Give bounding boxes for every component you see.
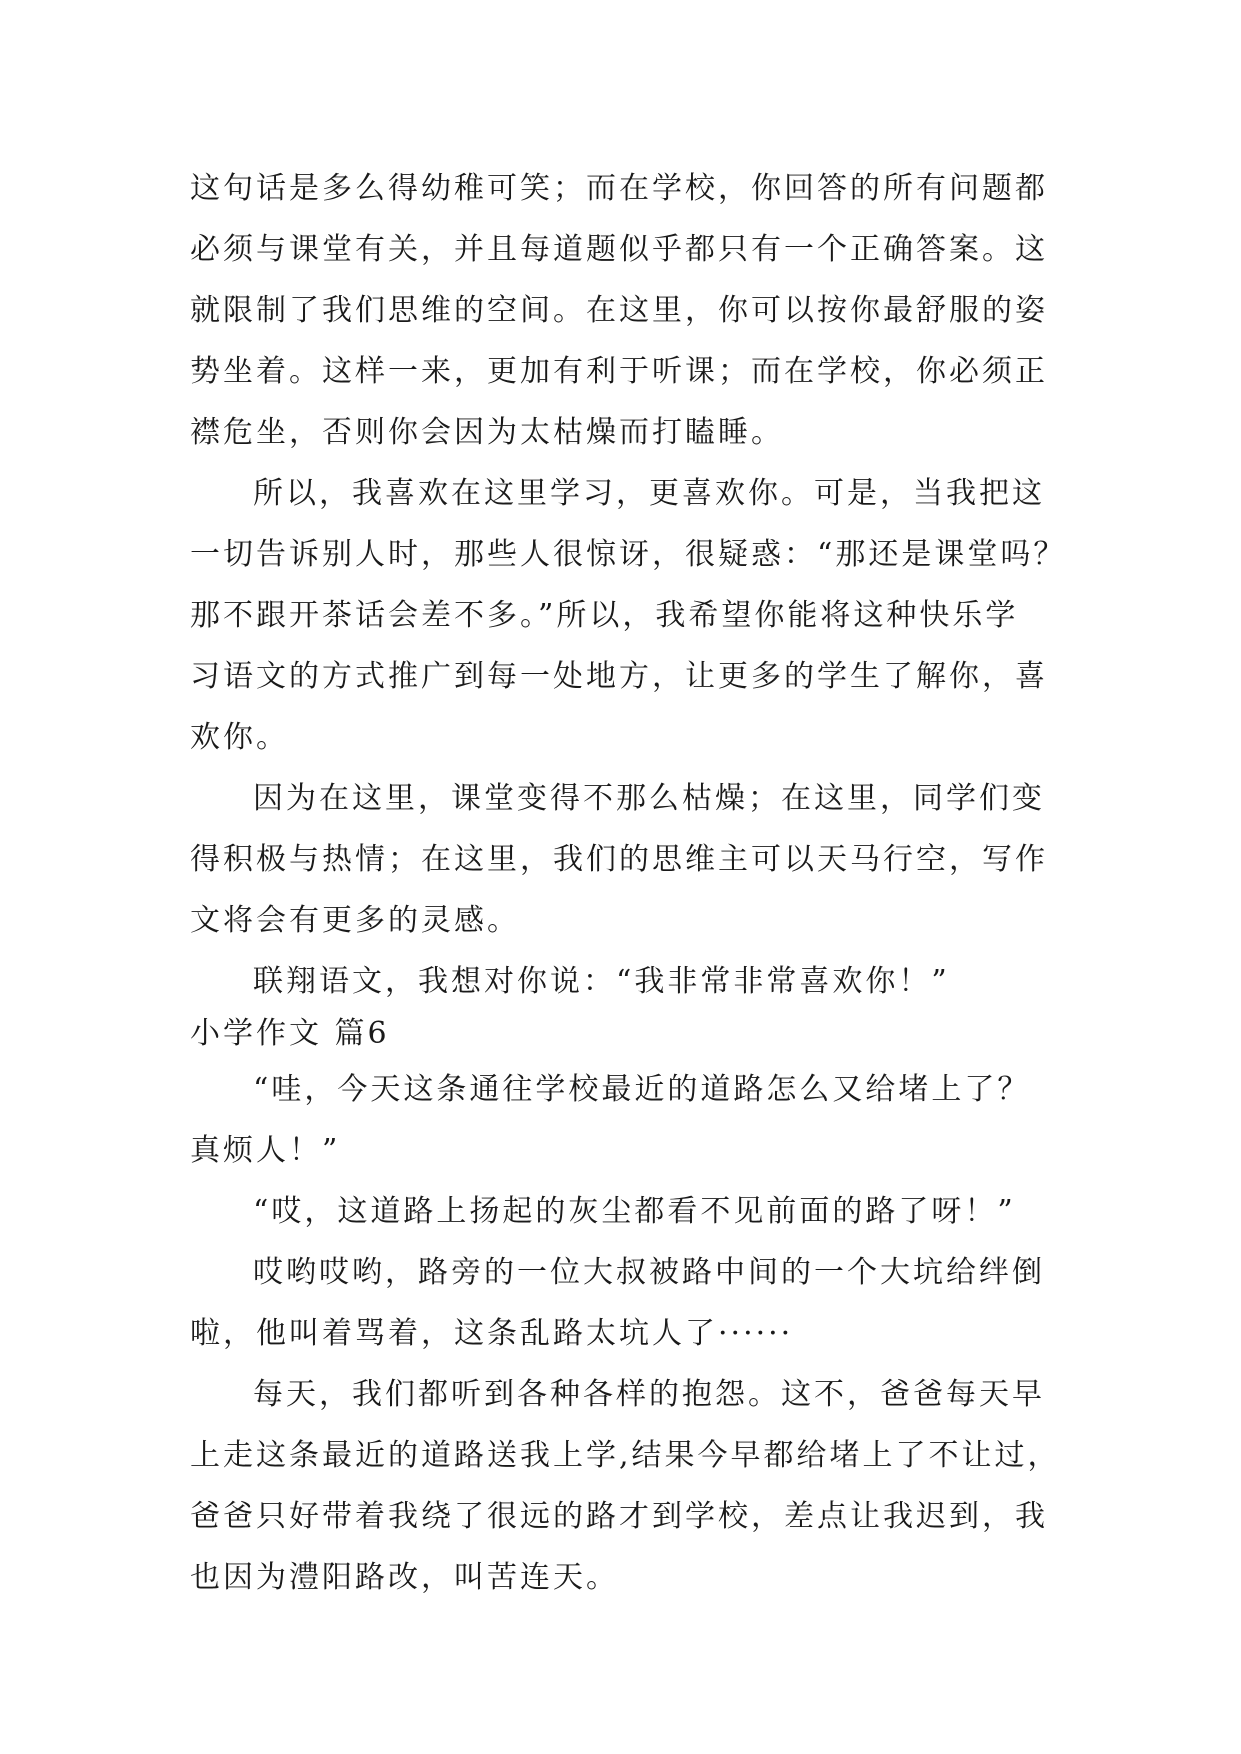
text-line: 所以，我喜欢在这里学习，更喜欢你。可是，当我把这 xyxy=(253,476,1045,511)
text-line: “哎，这道路上扬起的灰尘都看不见前面的路了呀！” xyxy=(253,1194,1016,1229)
paragraph xyxy=(190,158,1055,463)
text-line: 一切告诉别人时，那些人很惊讶，很疑惑：“那还是课堂吗？ xyxy=(190,537,1067,572)
heading-text: 小学作文 篇6 xyxy=(190,1016,390,1051)
document-body xyxy=(190,158,1067,1608)
paragraph xyxy=(190,1059,1055,1181)
text-line: 文将会有更多的灵感。 xyxy=(190,903,520,938)
paragraph xyxy=(190,1242,1055,1364)
text-line: 上走这条最近的道路送我上学,结果今早都给堵上了不让过， xyxy=(190,1438,1061,1473)
section-heading xyxy=(190,1009,1055,1059)
text-line: 得积极与热情；在这里，我们的思维主可以天马行空，写作 xyxy=(190,842,1048,877)
text-line: 哎哟哎哟，路旁的一位大叔被路中间的一个大坑给绊倒 xyxy=(253,1255,1045,1290)
text-line: 习语文的方式推广到每一处地方，让更多的学生了解你，喜 xyxy=(190,659,1048,694)
text-line: “哇，今天这条通往学校最近的道路怎么又给堵上了？ xyxy=(253,1072,1031,1107)
text-line: 啦，他叫着骂着，这条乱路太坑人了······ xyxy=(190,1316,794,1351)
paragraph xyxy=(190,463,1067,768)
text-line: 联翔语文，我想对你说：“我非常非常喜欢你！” xyxy=(253,964,950,999)
paragraph xyxy=(190,1181,1055,1242)
text-line: 这句话是多么得幼稚可笑；而在学校，你回答的所有问题都 xyxy=(190,171,1048,206)
text-line: 真烦人！” xyxy=(190,1133,341,1168)
text-line: 也因为澧阳路改，叫苦连天。 xyxy=(190,1560,619,1595)
text-line: 爸爸只好带着我绕了很远的路才到学校，差点让我迟到，我 xyxy=(190,1499,1048,1534)
paragraph xyxy=(190,1364,1061,1608)
text-line: 因为在这里，课堂变得不那么枯燥；在这里，同学们变 xyxy=(253,781,1045,816)
text-line: 每天，我们都听到各种各样的抱怨。这不，爸爸每天早 xyxy=(253,1377,1045,1412)
text-line: 必须与课堂有关，并且每道题似乎都只有一个正确答案。这 xyxy=(190,232,1048,267)
text-line: 势坐着。这样一来，更加有利于听课；而在学校，你必须正 xyxy=(190,354,1048,389)
paragraph xyxy=(190,768,1055,951)
text-line: 欢你。 xyxy=(190,720,289,755)
text-line: 襟危坐，否则你会因为太枯燥而打瞌睡。 xyxy=(190,415,784,450)
text-line: 那不跟开茶话会差不多。”所以，我希望你能将这种快乐学 xyxy=(190,598,1019,633)
text-line: 就限制了我们思维的空间。在这里，你可以按你最舒服的姿 xyxy=(190,293,1048,328)
paragraph xyxy=(190,951,1055,1012)
